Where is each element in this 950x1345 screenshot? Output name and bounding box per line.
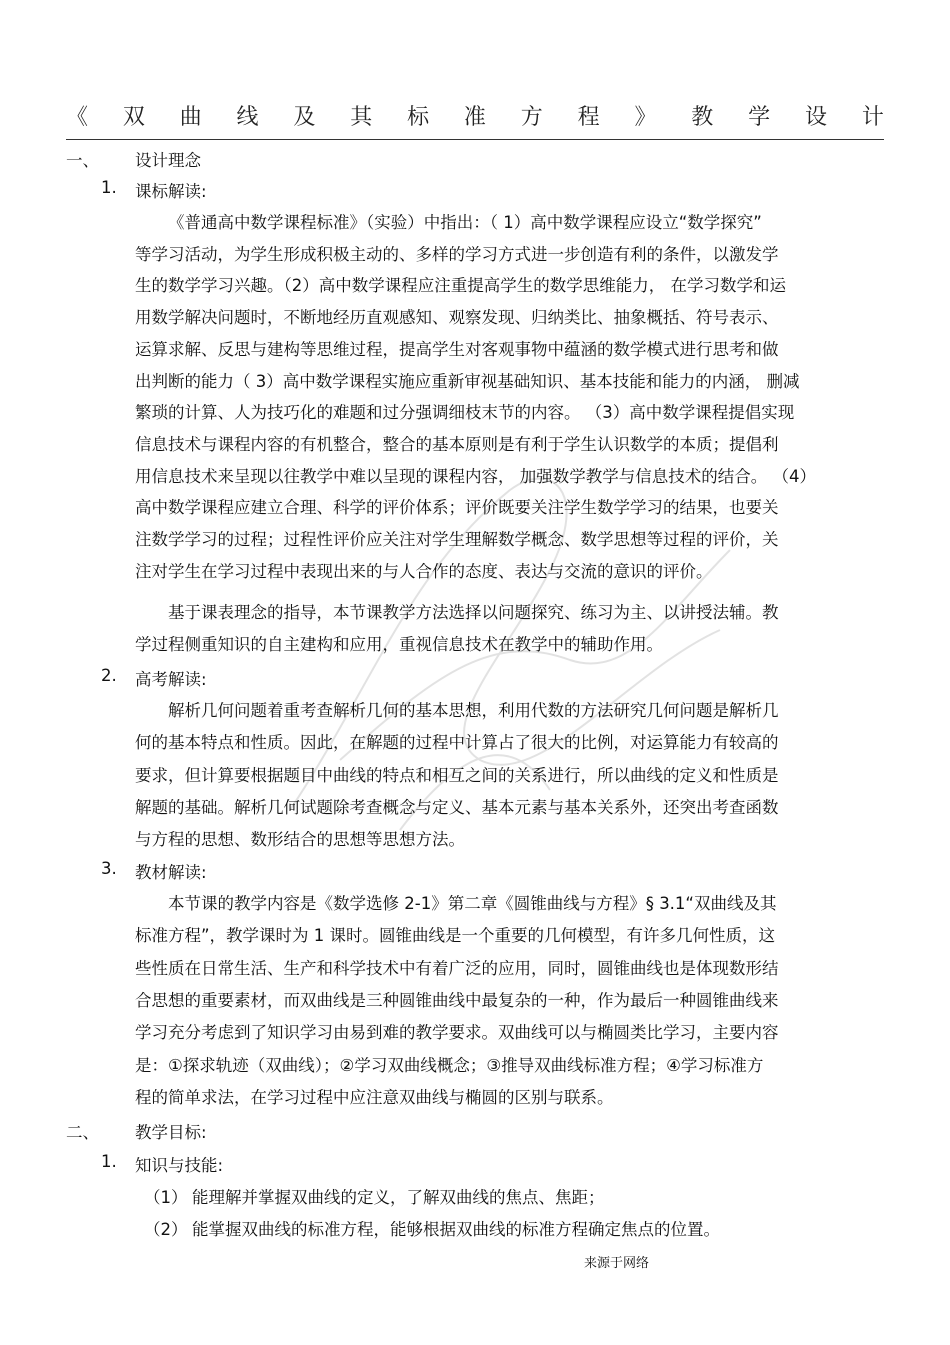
paragraph-line: 基于课表理念的指导，本节课教学方法选择以问题探究、练习为主、以讲授法辅。教: [168, 603, 779, 622]
title-char: 其: [350, 104, 373, 130]
title-underline: [66, 139, 884, 140]
goal-text: 能理解并掌握双曲线的定义，了解双曲线的焦点、焦距；: [192, 1188, 605, 1207]
paragraph-line: 高中数学课程应建立合理、科学的评价体系；评价既要关注学生数学学习的结果，也要关: [135, 498, 779, 518]
paragraph-line: 注数学学习的过程；过程性评价应关注对学生理解数学概念、数学思想等过程的评价，关: [135, 530, 779, 549]
title-char: 线: [236, 104, 259, 130]
paragraph-line: 学过程侧重知识的自主建构和应用，重视信息技术在教学中的辅助作用。: [135, 635, 663, 654]
paragraph-line: 是：①探求轨迹（双曲线）；②学习双曲线概念；③推导双曲线标准方程；④学习标准方: [135, 1055, 764, 1075]
paragraph-line: 注对学生在学习过程中表现出来的与人合作的态度、表达与交流的意识的评价。: [135, 561, 713, 581]
title-char: 及: [293, 104, 316, 130]
paragraph-line: 与方程的思想、数形结合的思想等思想方法。: [135, 830, 465, 850]
title-char: 教: [691, 104, 714, 130]
title-char: 学: [748, 104, 771, 130]
subsection-heading: 课标解读:: [135, 182, 207, 201]
title-char: 方: [520, 104, 543, 130]
title-char: 计: [861, 104, 884, 130]
subsection-heading: 高考解读:: [135, 670, 207, 689]
paragraph-line: 出判断的能力（ 3）高中数学课程实施应重新审视基础知识、基本技能和能力的内涵， 删减: [135, 371, 800, 391]
title-char: 设: [804, 104, 827, 130]
subsection-number: 1.: [101, 1152, 117, 1171]
paragraph-line: 解题的基础。解析几何试题除考查概念与定义、基本元素与基本关系外，还突出考查函数: [135, 797, 779, 817]
section-number: 一、: [66, 151, 99, 170]
title-char: 《: [66, 104, 89, 130]
paragraph-line: 何的基本特点和性质。因此，在解题的过程中计算占了很大的比例，对运算能力有较高的: [135, 733, 779, 753]
title-char: 曲: [179, 104, 202, 130]
subsection-number: 3.: [101, 859, 117, 878]
subsection-heading: 知识与技能:: [135, 1156, 224, 1175]
paragraph-line: 标准方程”，教学课时为 1 课时。圆锥曲线是一个重要的几何模型，有许多几何性质，这: [135, 926, 776, 946]
goal-number: （2）: [144, 1220, 188, 1239]
paragraph-line: 要求，但计算要根据题目中曲线的特点和相互之间的关系进行，所以曲线的定义和性质是: [135, 765, 779, 785]
title-char: 程: [577, 104, 600, 130]
paragraph-line: 合思想的重要素材，而双曲线是三种圆锥曲线中最复杂的一种，作为最后一种圆锥曲线来: [135, 990, 779, 1010]
title-char: 准: [463, 104, 486, 130]
paragraph-line: 运算求解、反思与建构等思维过程，提高学生对客观事物中蕴涵的数学模式进行思考和做: [135, 339, 779, 359]
paragraph-line: 《普通高中数学课程标准》（实验）中指出：（ 1）高中数学课程应设立“数学探究”: [168, 213, 762, 232]
subsection-number: 1.: [101, 178, 117, 197]
goal-text: 能掌握双曲线的标准方程，能够根据双曲线的标准方程确定焦点的位置。: [192, 1220, 720, 1239]
paragraph-line: 信息技术与课程内容的有机整合，整合的基本原则是有利于学生认识数学的本质；提倡利: [135, 434, 779, 454]
title-char: 》: [634, 104, 657, 130]
paragraph-line: 本节课的教学内容是《数学选修 2-1》第二章《圆锥曲线与方程》§ 3.1“双曲线及其: [168, 894, 777, 913]
paragraph-line: 繁琐的计算、人为技巧化的难题和过分强调细枝末节的内容。 （3）高中数学课程提倡实现: [135, 403, 795, 423]
section-number: 二、: [66, 1123, 99, 1142]
title-char: 双: [122, 104, 145, 130]
paragraph-line: 些性质在日常生活、生产和科学技术中有着广泛的应用，同时，圆锥曲线也是体现数形结: [135, 958, 779, 978]
title-char: 标: [407, 104, 430, 130]
section-heading: 教学目标:: [135, 1123, 207, 1142]
paragraph-line: 生的数学学习兴趣。（2）高中数学课程应注重提高学生的数学思维能力， 在学习数学和运: [135, 276, 786, 296]
paragraph-line: 用数学解决问题时，不断地经历直观感知、观察发现、归纳类比、抽象概括、符号表示、: [135, 308, 779, 328]
goal-number: （1）: [144, 1188, 188, 1207]
document-title: [66, 100, 884, 130]
paragraph-line: 用信息技术来呈现以往教学中难以呈现的课程内容， 加强数学教学与信息技术的结合。 （4）: [135, 466, 816, 486]
paragraph-line: 学习充分考虑到了知识学习由易到难的教学要求。双曲线可以与椭圆类比学习，主要内容: [135, 1023, 779, 1043]
subsection-number: 2.: [101, 666, 117, 685]
page-footer: 来源于网络: [584, 1256, 650, 1271]
paragraph-line: 等学习活动，为学生形成积极主动的、多样的学习方式进一步创造有利的条件，以激发学: [135, 244, 779, 264]
paragraph-line: 解析几何问题着重考查解析几何的基本思想，利用代数的方法研究几何问题是解析几: [168, 701, 779, 720]
section-heading: 设计理念: [135, 151, 201, 170]
paragraph-line: 程的简单求法，在学习过程中应注意双曲线与椭圆的区别与联系。: [135, 1087, 614, 1107]
subsection-heading: 教材解读:: [135, 863, 207, 882]
